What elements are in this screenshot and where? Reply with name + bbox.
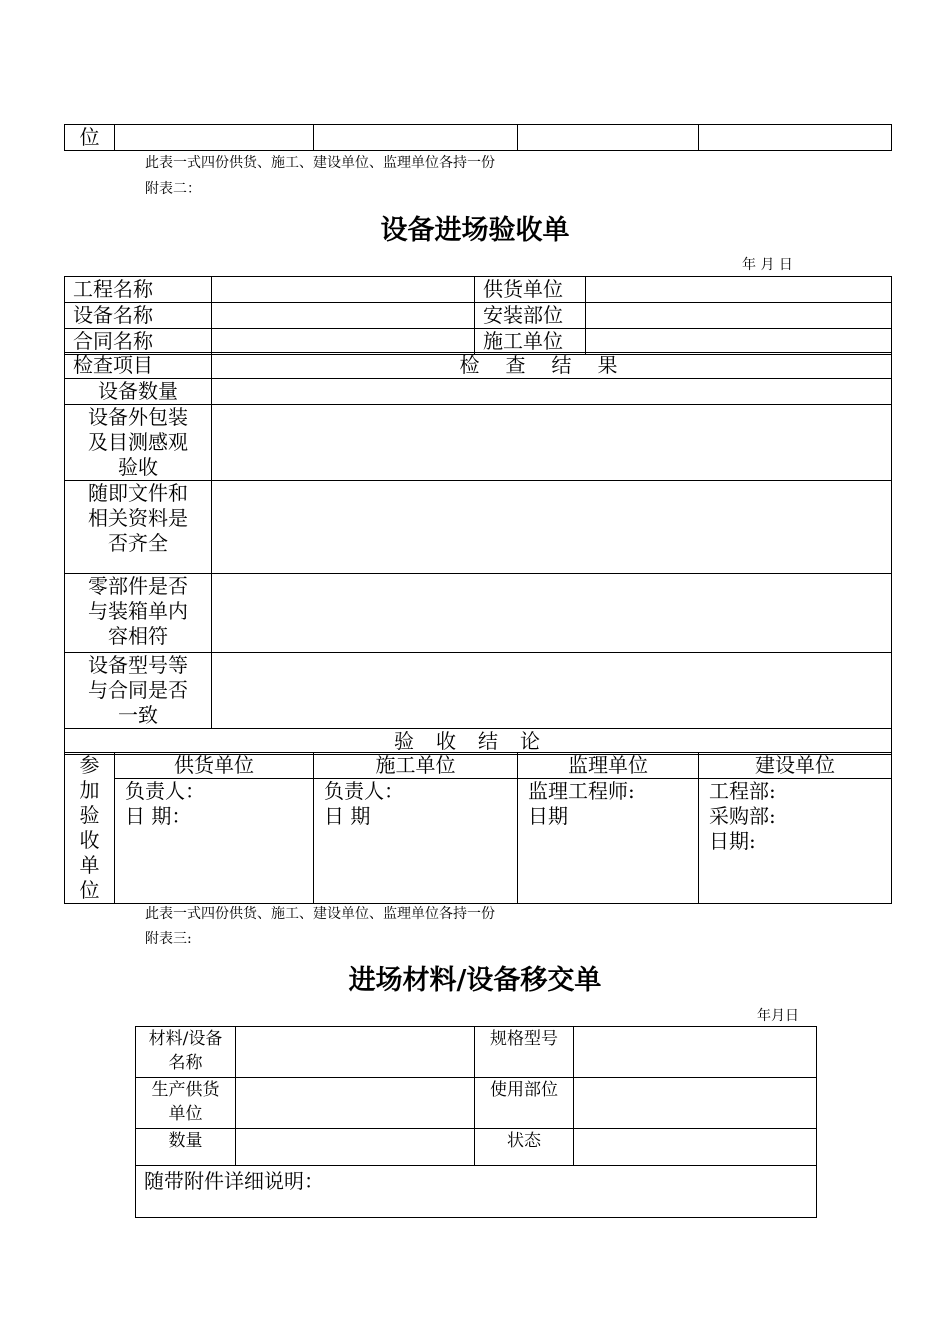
construction-unit-label: 施工单位: [475, 329, 586, 355]
spec-value: [574, 1027, 817, 1078]
model-value: [212, 653, 892, 729]
quantity-value: [212, 379, 892, 405]
appendix-3-label: 附表三:: [145, 931, 192, 947]
participant-char: 位: [79, 878, 100, 902]
parts-label: 零部件是否与装箱单内容相符: [65, 574, 212, 653]
form2-date: 年 月 日: [742, 257, 793, 273]
contract-name-label: 合同名称: [65, 329, 212, 355]
owner-unit-header: 建设单位: [699, 753, 892, 779]
form2-header-table: [64, 276, 892, 355]
empty-cell: [699, 125, 892, 151]
signature-line: 监理工程师:: [528, 779, 635, 804]
date-line: 日期: [528, 804, 568, 829]
construction-unit-header: 施工单位: [314, 753, 518, 779]
equipment-name-label: 设备名称: [65, 303, 212, 329]
parts-value: [212, 574, 892, 653]
attachments-label: 随带附件详细说明：: [136, 1166, 817, 1218]
documents-value: [212, 481, 892, 574]
model-label: 设备型号等与合同是否一致: [65, 653, 212, 729]
construction-sign-cell: [314, 779, 518, 904]
material-name-label: 材料/设备名称: [136, 1027, 236, 1078]
supplier-sign-cell: [115, 779, 314, 904]
packaging-label: 设备外包装及目测感观验收: [65, 405, 212, 481]
date-line: 日 期: [324, 804, 371, 829]
form3-title: 进场材料/设备移交单: [348, 965, 602, 996]
engineering-line: 工程部:: [709, 779, 776, 804]
procurement-line: 采购部:: [709, 804, 776, 829]
material-name-value: [236, 1027, 475, 1078]
empty-cell: [314, 125, 518, 151]
producer-value: [236, 1078, 475, 1129]
copies-note-2: 此表一式四份供货、施工、建设单位、监理单位各持一份: [145, 906, 495, 922]
owner-sign-cell: [699, 779, 892, 904]
project-name-label: 工程名称: [65, 277, 212, 303]
spec-label: 规格型号: [475, 1027, 574, 1078]
project-name-value: [212, 277, 475, 303]
quantity-value: [236, 1129, 475, 1166]
status-label: 状态: [475, 1129, 574, 1166]
supervision-sign-cell: [518, 779, 699, 904]
equipment-name-value: [212, 303, 475, 329]
quantity-label: 设备数量: [65, 379, 212, 405]
status-value: [574, 1129, 817, 1166]
empty-cell: [518, 125, 699, 151]
participant-label: [65, 753, 115, 904]
form2-inspection-table: [64, 352, 892, 755]
top-fragment-table: [64, 124, 892, 151]
position-cell: 位: [65, 125, 115, 151]
participant-char: 加: [79, 778, 100, 802]
signature-line: 负责人：: [324, 779, 404, 804]
date-line: 日期:: [709, 829, 756, 854]
supervision-unit-header: 监理单位: [518, 753, 699, 779]
documents-label: 随即文件和相关资料是否齐全: [65, 481, 212, 574]
date-line: 日 期：: [125, 804, 192, 829]
contract-name-value: [212, 329, 475, 355]
copies-note: 此表一式四份供货、施工、建设单位、监理单位各持一份: [145, 155, 495, 171]
usage-label: 使用部位: [475, 1078, 574, 1129]
packaging-value: [212, 405, 892, 481]
usage-value: [574, 1078, 817, 1129]
form3-date: 年月日: [757, 1008, 799, 1024]
supplier-value: [586, 277, 892, 303]
participant-char: 收: [79, 828, 100, 852]
signature-line: 负责人：: [125, 779, 205, 804]
producer-label: 生产供货单位: [136, 1078, 236, 1129]
participant-char: 验: [79, 803, 100, 827]
install-location-value: [586, 303, 892, 329]
supplier-label: 供货单位: [475, 277, 586, 303]
form2-units-table: [64, 752, 892, 904]
appendix-2-label: 附表二：: [145, 181, 201, 197]
install-location-label: 安装部位: [475, 303, 586, 329]
conclusion-header: 验收结论: [65, 729, 892, 755]
supplier-unit-header: 供货单位: [115, 753, 314, 779]
inspection-item-header: 检查项目: [65, 353, 212, 379]
form2-title: 设备进场验收单: [380, 215, 570, 246]
participant-char: 单: [79, 853, 100, 877]
participant-char: 参: [79, 753, 100, 777]
construction-unit-value: [586, 329, 892, 355]
quantity-label: 数量: [136, 1129, 236, 1166]
form3-table: [135, 1026, 817, 1218]
empty-cell: [115, 125, 314, 151]
inspection-result-header: 检查结果: [212, 353, 892, 379]
